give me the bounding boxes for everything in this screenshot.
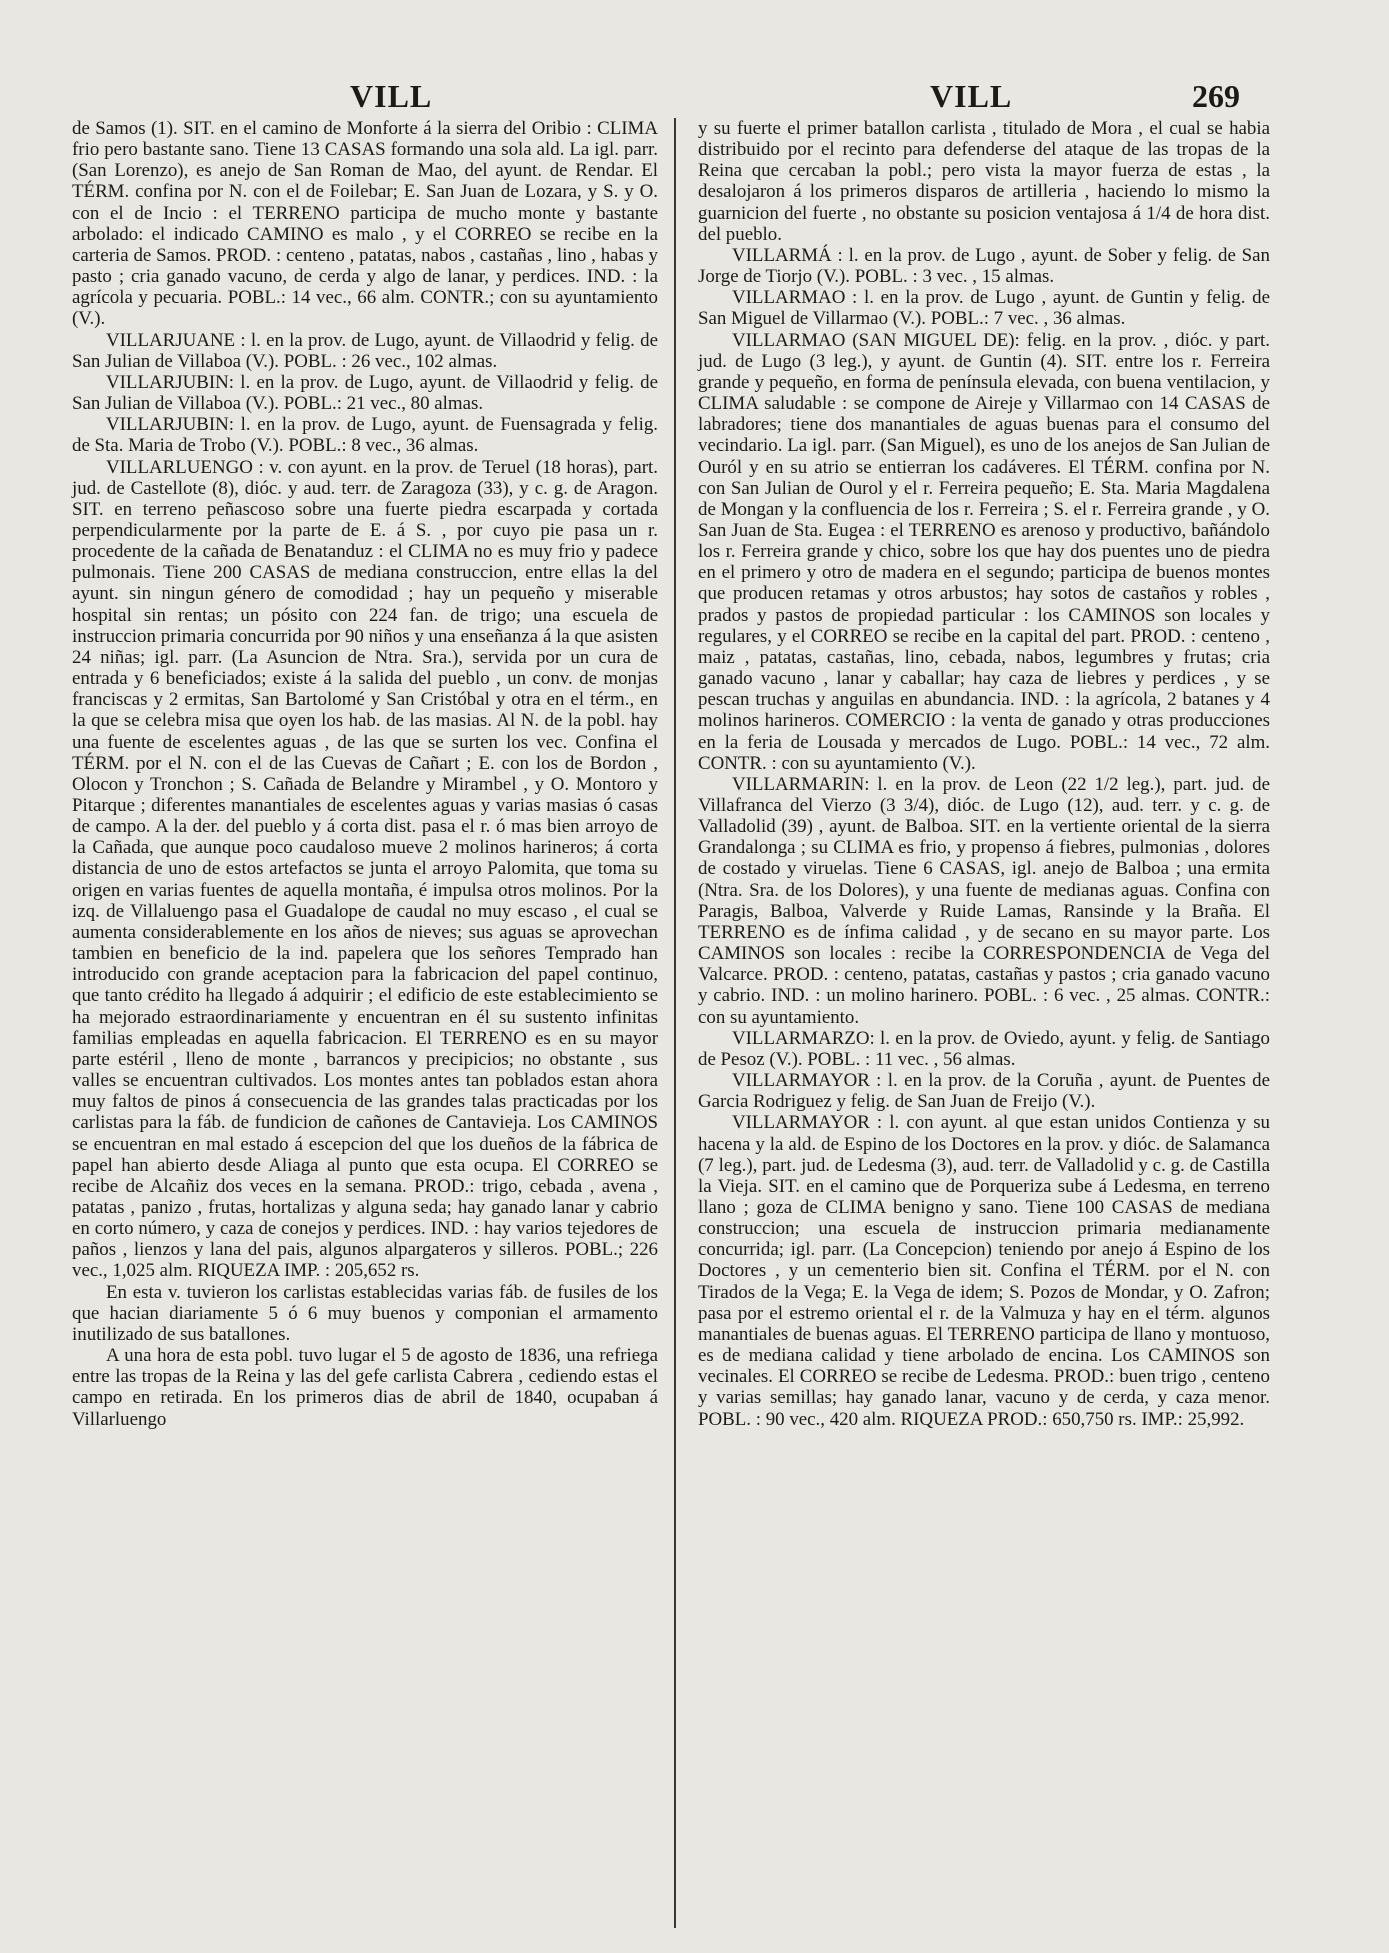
entry: VILLARMAO (SAN MIGUEL DE): felig. en la prov. , dióc. y part. jud. de Lugo (3 leg.), y ayunt. de Guntin (4). SIT. entre los r. Ferreira grande y pequeño, en forma de península elevada, con buena ventilacion, y CLIMA saludable : se compone de Aireje y Villarmao con 14 CASAS de labradores; tiene dos manantiales de aguas buenas para el consumo del vecindario. La igl. parr. (San Miguel), es uno de los anejos de San Julian de Ouról y en su atrio se entierran los cadáveres. El TÉRM. confina por N. con San Julian de Ourol y el r. Ferreira pequeño; E. Sta. Maria Magdalena de Mongan y la confluencia de los r. Ferreira ; S. el r. Ferreira grande , y O. San Juan de Sta. Eugea : el TERRENO es arenoso y productivo, bañándolo los r. Ferreira grande y chico, sobre los que hay dos puentes uno de piedra en el primero y otro de madera en el segundo; participa de buenos montes que producen retamas y otros arbustos; hay sotos de castaños y robles , prados y pastos de propiedad particular : los CAMINOS son locales y regulares, y el CORREO se recibe en la capital del part. PROD. : centeno , maiz , patatas, castañas, lino, cebada, nabos, legumbres y frutas; cria ganado vacuno , lanar y caballar; hay caza de liebres y perdices , y se pescan truchas y anguilas en abundancia. IND. : la agrícola, 2 batanes y 4 molinos harineros. COMERCIO : la venta de ganado y otras producciones en la feria de Lousada y mercados de Lugo. POBL.: 14 vec., 72 alm. CONTR. : con su ayuntamiento (V.).: [698, 329, 1270, 774]
entry: VILLARLUENGO : v. con ayunt. en la prov. de Teruel (18 horas), part. jud. de Castellote (8), dióc. y aud. terr. de Zaragoza (33), y c. g. de Aragon. SIT. en terreno peñascoso sobre una fuerte piedra escarpada y cortada perpendicularmente por la parte de E. á S. , por cuyo pie pasa un r. procedente de la cañada de Benatanduz : el CLIMA no es muy frio y padece pulmonais. Tiene 200 CASAS de mediana construccion, entre ellas la del ayunt. sin ningun género de comodidad ; hay un pequeño y miserable hospital sin rentas; un pósito con 224 fan. de trigo; una escuela de instruccion primaria concurrida por 90 niños y una enseñanza á la que asisten 24 niñas; igl. parr. (La Asuncion de Ntra. Sra.), servida por un cura de entrada y 6 beneficiados; existe á la salida del pueblo , un conv. de monjas franciscas y 2 ermitas, San Bartolomé y San Cristóbal y otra en el térm., en la que se celebra misa que oyen los hab. de las masias. Al N. de la pobl. hay una fuente de escelentes aguas , de las que se surten los vec. Confina el TÉRM. por el N. con el de las Cuevas de Cañart ; E. con los de Bordon , Olocon y Tronchon ; S. Cañada de Belandre y Mirambel , y O. Montoro y Pitarque ; diferentes manantiales de escelentes aguas y varias masias ó casas de campo. A la der. del pueblo y á corta dist. pasa el r. ó mas bien arroyo de la Cañada, que aunque poco caudaloso mueve 2 molinos harineros; á corta distancia de uno de estos artefactos se junta el arroyo Palomita, que toma su origen en varias fuentes de aquella montaña, é impulsa otros molinos. Por la izq. de Villaluengo pasa el Guadalope de caudal no muy escaso , el cual se aumenta considerablemente en los años de nieves; sus aguas se aprovechan tambien en beneficio de la ind. papelera que los señores Temprado han introducido con grande aceptacion para la fabricacion del papel continuo, que tanto crédito ha llegado á adquirir ; el edificio de este establecimiento se ha mejorado estraordinariamente y encuentran en él su sustento infinitas familias empleadas en aquella fabricacion. El TERRENO es en su mayor parte estéril , lleno de monte , barrancos y precipicios; no obstante , sus valles se encuentran cultivados. Los montes antes tan poblados estan ahora muy faltos de pinos á consecuencia de las grandes talas practicadas por los carlistas para la fáb. de fundicion de cañones de Cantavieja. Los CAMINOS se encuentran en mal estado á escepcion del que los dueños de la fábrica de papel han abierto desde Aliaga al punto que esta ocupa. El CORREO se recibe de Alcañiz dos veces en la semana. PROD.: trigo, cebada , avena , patatas , panizo , frutas, hortalizas y alguna seda; hay ganado lanar y cabrio en corto número, y caza de conejos y perdices. IND. : hay varios tejedores de paños , lienzos y lana del pais, algunos alpargateros y silleros. POBL.; 226 vec., 1,025 alm. RIQUEZA IMP. : 205,652 rs.: [72, 456, 658, 1282]
paragraph: y su fuerte el primer batallon carlista , titulado de Mora , el cual se habia distribuido por el recinto para defenderse del ataque de las tropas de la Reina que cercaban la pobl.; pero vista la mayor fuerza de estas , la desalojaron á los primeros disparos de artilleria , haciendo lo mismo la guarnicion del fuerte , no obstante su posicion ventajosa á 1/4 de hora dist. del pueblo.: [698, 118, 1270, 245]
paragraph: A una hora de esta pobl. tuvo lugar el 5 de agosto de 1836, una refriega entre las tropas de la Reina y las del gefe carlista Cabrera , cediendo estas el campo en retirada. En los primeros dias de abril de 1840, ocupaban á Villarluengo: [72, 1345, 658, 1430]
column-rule: [674, 118, 676, 1928]
entry: VILLARMAYOR : l. con ayunt. al que estan unidos Contienza y su hacena y la ald. de Espino de los Doctores en la prov. y dióc. de Salamanca (7 leg.), part. jud. de Ledesma (3), aud. terr. de Valladolid y c. g. de Castilla la Vieja. SIT. en el camino que de Porqueriza sube á Ledesma, en terreno llano ; goza de CLIMA benigno y sano. Tiene 100 CASAS de mediana construccion; una escuela de instruccion primaria medianamente concurrida; igl. parr. (La Concepcion) teniendo por anejo á Espino de los Doctores , y un cementerio bien sit. Confina el TÉRM. por el N. con Tirados de la Vega; E. la Vega de idem; S. Pozos de Mondar, y O. Zafron; pasa por el estremo oriental el r. de la Valmuza y hay en el térm. algunos manantiales de buenas aguas. El TERRENO participa de llano y montuoso, es de mediana calidad y tiene arbolado de encina. Los CAMINOS son vecinales. El CORREO se recibe de Ledesma. PROD.: buen trigo , centeno y varias semillas; hay ganado lanar, vacuno y de cerda, y caza menor. POBL. : 90 vec., 420 alm. RIQUEZA PROD.: 650,750 rs. IMP.: 25,992.: [698, 1112, 1270, 1430]
entry: VILLARJUBIN: l. en la prov. de Lugo, ayunt. de Villaodrid y felig. de San Julian de Villaboa (V.). POBL.: 21 vec., 80 almas.: [72, 371, 658, 415]
entry: VILLARJUANE : l. en la prov. de Lugo, ayunt. de Villaodrid y felig. de San Julian de Villaboa (V.). POBL. : 26 vec., 102 almas.: [72, 329, 658, 372]
entry: VILLARJUBIN: l. en la prov. de Lugo, ayunt. de Fuensagrada y felig. de Sta. Maria de Trobo (V.). POBL.: 8 vec., 36 almas.: [72, 414, 658, 457]
running-head-right: VILL: [930, 78, 1013, 114]
left-column: [72, 118, 658, 1430]
paragraph: de Samos (1). SIT. en el camino de Monforte á la sierra del Oribio : CLIMA frio pero bastante sano. Tiene 13 CASAS formando una sola ald. La igl. parr. (San Lorenzo), es anejo de San Roman de Mao, del ayunt. de Rendar. El TÉRM. confina por N. con el de Foilebar; E. San Juan de Lozara, y S. y O. con el de Incio : el TERRENO participa de mucho monte y bastante arbolado: el indicado CAMINO es malo , y el CORREO se recibe en la carteria de Samos. PROD. : centeno , patatas, nabos , castañas , lino , habas y pasto ; cria ganado vacuno, de cerda y algo de lanar, y perdices. IND. : la agrícola y pecuaria. POBL.: 14 vec., 66 alm. CONTR.; con su ayuntamiento (V.).: [72, 118, 658, 330]
running-head-left: VILL: [350, 78, 433, 114]
entry: VILLARMARZO: l. en la prov. de Oviedo, ayunt. y felig. de Santiago de Pesoz (V.). POBL. : 11 vec. , 56 almas.: [698, 1027, 1270, 1070]
entry: VILLARMAYOR : l. en la prov. de la Coruña , ayunt. de Puentes de Garcia Rodriguez y felig. de San Juan de Freijo (V.).: [698, 1070, 1270, 1113]
right-column: [698, 118, 1270, 1430]
entry: VILLARMÁ : l. en la prov. de Lugo , ayunt. de Sober y felig. de San Jorge de Tiorjo (V.). POBL. : 3 vec. , 15 almas.: [698, 244, 1270, 288]
entry: VILLARMARIN: l. en la prov. de Leon (22 1/2 leg.), part. jud. de Villafranca del Vierzo (3 3/4), dióc. de Lugo (12), aud. terr. y c. g. de Valladolid (39) , ayunt. de Balboa. SIT. en la vertiente oriental de la sierra Grandalonga ; su CLIMA es frio, y propenso á fiebres, pulmonias , dolores de costado y viruelas. Tiene 6 CASAS, igl. anejo de Balboa ; una ermita (Ntra. Sra. de los Dolores), y una fuente de medianas aguas. Confina con Paragis, Balboa, Valverde y Ruide Lamas, Ransinde y la Braña. El TERRENO es de ínfima calidad , y de secano en su mayor parte. Los CAMINOS son locales : recibe la CORRESPONDENCIA de Vega del Valcarce. PROD. : centeno, patatas, castañas y pastos ; cria ganado vacuno y cabrio. IND. : un molino harinero. POBL. : 6 vec. , 25 almas. CONTR.: con su ayuntamiento.: [698, 773, 1270, 1028]
page-number: 269: [1192, 78, 1240, 114]
entry: VILLARMAO : l. en la prov. de Lugo , ayunt. de Guntin y felig. de San Miguel de Villarmao (V.). POBL.: 7 vec. , 36 almas.: [698, 287, 1270, 330]
paragraph: En esta v. tuvieron los carlistas establecidas varias fáb. de fusiles de los que hacian diariamente 5 ó 6 muy buenos y componian el armamento inutilizado de sus batallones.: [72, 1281, 658, 1345]
